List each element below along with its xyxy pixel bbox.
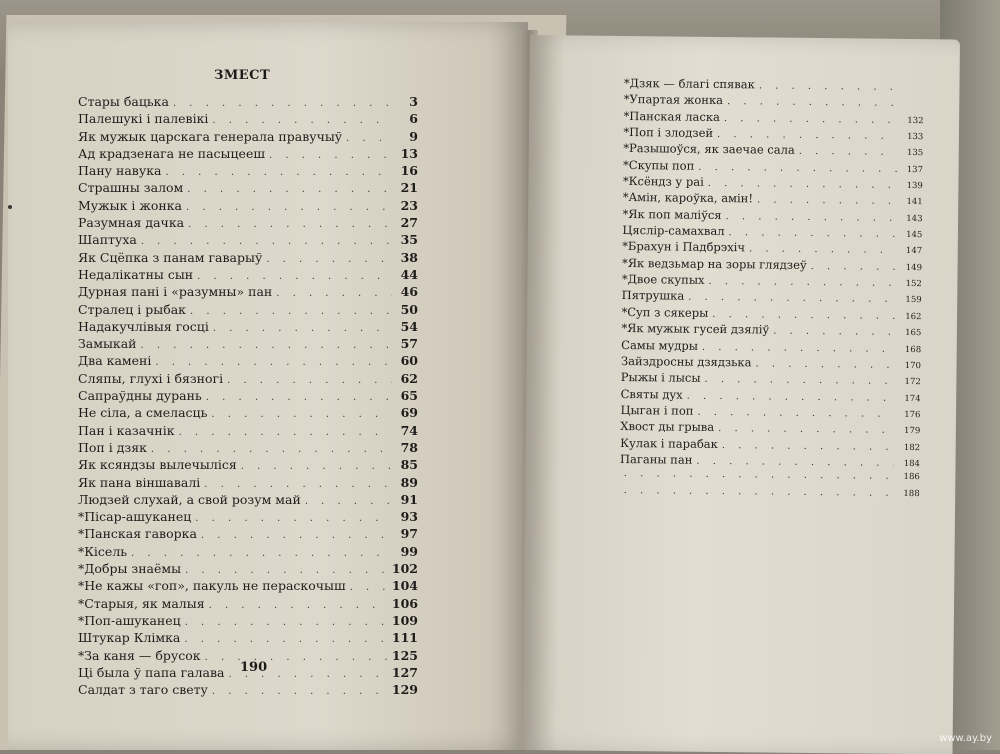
leader-dots (211, 409, 392, 420)
toc-entry (78, 578, 418, 595)
toc-entry-page: 162 (899, 312, 921, 322)
toc-entry (78, 630, 418, 647)
toc-entry-title: Салдат з таго свету (78, 682, 208, 697)
toc-entry-title: Сляпы, глухі і бязногі (78, 371, 223, 386)
toc-entry-title: Замыкай (78, 336, 137, 351)
leader-dots (799, 146, 898, 158)
toc-entry-title: *Дзяк — благі спявак (624, 76, 755, 91)
toc-entry-title: Разумная дачка (78, 215, 184, 230)
toc-entry-page: 109 (392, 613, 418, 628)
toc-entry-page: 186 (898, 472, 920, 482)
leader-dots (717, 129, 897, 142)
toc-entry-title: Кулак і парабак (620, 436, 718, 451)
toc-entry-title: Як мужык царскага генерала правучыў (78, 129, 342, 144)
toc-entry-title: *Скупы поп (623, 158, 694, 173)
toc-entry-title: *Разышоўся, як заечае сала (623, 141, 795, 157)
leader-dots (186, 202, 392, 213)
toc-entry-page: 139 (901, 181, 923, 191)
toc-entry-page: 3 (396, 94, 418, 109)
leader-dots (624, 485, 894, 499)
toc-entry-page: 170 (899, 361, 921, 371)
toc-entry-page: 99 (396, 544, 418, 559)
toc-entry-title: Два камені (78, 353, 151, 368)
toc-entry (78, 129, 418, 146)
toc-entry-page: 62 (396, 371, 418, 386)
toc-entry (78, 613, 418, 630)
toc-entry-page: 57 (396, 336, 418, 351)
leader-dots (190, 306, 392, 317)
toc-entry-page: 69 (396, 405, 418, 420)
toc-entry-title: Пятрушка (622, 288, 685, 303)
toc-entry-title: *Панская гаворка (78, 526, 197, 541)
toc-entry (78, 492, 418, 509)
toc-entry (78, 250, 418, 267)
toc-entry-title: Дурная пані і «разумны» пан (78, 284, 272, 299)
toc-entry-page: 172 (899, 377, 921, 387)
leader-dots (204, 479, 392, 490)
toc-entry (78, 526, 418, 543)
toc-entry-title: Як пана віншавалі (78, 475, 200, 490)
toc-entry-title: Ад крадзенага не пасыцееш (78, 146, 265, 161)
toc-entry (78, 111, 418, 128)
toc-title: ЗМЕСТ (214, 68, 270, 83)
leader-dots (350, 582, 388, 593)
toc-entry-title: Ці была ў папа галава (78, 665, 224, 680)
toc-entry-page: 152 (900, 279, 922, 289)
toc-entry-page: 147 (900, 246, 922, 256)
leader-dots (708, 276, 895, 289)
toc-entry-title: *Панская ласка (624, 109, 720, 124)
toc-entry (78, 509, 418, 526)
toc-left-column (78, 94, 418, 699)
leader-dots (773, 326, 895, 338)
toc-entry-page: 182 (898, 442, 920, 452)
toc-entry-title: Паганы пан (620, 452, 693, 467)
toc-entry (78, 267, 418, 284)
toc-entry-title: Цыган і поп (620, 403, 693, 418)
toc-entry (78, 198, 418, 215)
toc-entry-title: Святы дух (621, 387, 683, 402)
toc-entry-page: 188 (898, 488, 920, 498)
toc-entry (78, 180, 418, 197)
toc-entry-title: Цяслір-самахвал (622, 223, 724, 238)
toc-entry-title: Штукар Клімка (78, 630, 180, 645)
toc-entry-page: 137 (901, 165, 923, 175)
toc-entry (78, 284, 418, 301)
leader-dots (213, 323, 392, 334)
leader-dots (206, 392, 392, 403)
leader-dots (696, 456, 894, 469)
toc-entry-page: 60 (396, 353, 418, 368)
toc-entry-page: 184 (898, 459, 920, 469)
toc-entry-page: 44 (396, 267, 418, 282)
leader-dots (209, 600, 388, 611)
leader-dots (179, 427, 392, 438)
leader-dots (266, 254, 392, 265)
leader-dots (212, 686, 388, 697)
toc-entry (78, 440, 418, 457)
toc-entry-page: 23 (396, 198, 418, 213)
toc-entry-title: *Старыя, як малыя (78, 596, 205, 611)
toc-entry (78, 319, 418, 336)
toc-entry-page: 38 (396, 250, 418, 265)
toc-entry-title: *Поп і злодзей (623, 125, 713, 140)
toc-entry-title: *Ксёндз у раі (623, 174, 704, 189)
toc-entry-page: 78 (396, 440, 418, 455)
toc-entry (78, 94, 418, 111)
toc-entry-page: 35 (396, 232, 418, 247)
toc-entry-title: Мужык і жонка (78, 198, 182, 213)
toc-entry-title: Як ксяндзы вылечыліся (78, 457, 237, 472)
toc-entry (78, 336, 418, 353)
leader-dots (712, 309, 895, 322)
watermark: www.ay.by (939, 733, 992, 744)
toc-entry-title: *Поп-ашуканец (78, 613, 181, 628)
toc-entry-title: Недалікатны сын (78, 267, 193, 282)
toc-entry-page: 168 (899, 344, 921, 354)
leader-dots (305, 496, 392, 507)
leader-dots (165, 167, 392, 178)
toc-entry-title: *Як мужык гусей дзяліў (621, 321, 769, 337)
toc-entry-title: Рыжы і лысы (621, 370, 701, 385)
toc-entry-title: *Двое скупых (622, 272, 705, 287)
leader-dots (197, 271, 392, 282)
toc-entry-page: 133 (901, 132, 923, 142)
toc-entry-page: 125 (392, 648, 418, 663)
toc-entry-title: Стары бацька (78, 94, 169, 109)
toc-entry-title: Сапраўдны дурань (78, 388, 202, 403)
toc-entry-title: Надакучлівыя госці (78, 319, 209, 334)
leader-dots (698, 162, 897, 175)
toc-entry-page: 65 (396, 388, 418, 403)
leader-dots (718, 423, 894, 436)
toc-entry-page: 85 (396, 457, 418, 472)
leader-dots (141, 340, 392, 351)
toc-entry-page: 176 (898, 410, 920, 420)
toc-entry (78, 388, 418, 405)
toc-entry-page: 93 (396, 509, 418, 524)
toc-entry-page: 6 (396, 111, 418, 126)
toc-entry (78, 457, 418, 474)
leader-dots (708, 178, 897, 191)
toc-entry-title: *Кісель (78, 544, 127, 559)
toc-entry-title: Страшны залом (78, 180, 183, 195)
toc-entry-title: Людзей слухай, а свой розум май (78, 492, 301, 507)
leader-dots (728, 227, 896, 240)
leader-dots (173, 98, 392, 109)
toc-entry-page: 149 (900, 263, 922, 273)
leader-dots (726, 211, 897, 224)
toc-entry-title: *Добры знаёмы (78, 561, 181, 576)
leader-dots (702, 341, 895, 354)
toc-entry (78, 302, 418, 319)
toc-right-column (620, 76, 924, 504)
toc-entry-page: 50 (396, 302, 418, 317)
toc-entry-page: 16 (396, 163, 418, 178)
leader-dots (727, 96, 898, 109)
leader-dots (724, 113, 898, 126)
toc-entry-page: 74 (396, 423, 418, 438)
toc-entry-title: Стралец і рыбак (78, 302, 186, 317)
toc-entry (78, 475, 418, 492)
toc-entry-title: *Пісар-ашуканец (78, 509, 191, 524)
toc-entry-page: 141 (901, 197, 923, 207)
leader-dots (212, 115, 392, 126)
leader-dots (687, 390, 895, 403)
toc-entry-page: 111 (392, 630, 418, 645)
toc-entry-page: 104 (392, 578, 418, 593)
toc-entry-page: 159 (900, 295, 922, 305)
toc-entry-title: *За каня — брусок (78, 648, 201, 663)
toc-entry-page: 143 (900, 214, 922, 224)
toc-entry (78, 423, 418, 440)
toc-entry-title: *Суп з сякеры (621, 305, 708, 320)
toc-entry-title: Шаптуха (78, 232, 137, 247)
toc-entry-title: Не сіла, а смеласць (78, 405, 207, 420)
toc-entry-title: *Амін, кароўка, амін! (623, 190, 753, 205)
leader-dots (759, 80, 898, 92)
toc-entry-page: 129 (392, 682, 418, 697)
leader-dots (704, 374, 894, 387)
leader-dots (151, 444, 392, 455)
toc-entry-title: *Як ведзьмар на зоры глядзеў (622, 256, 807, 272)
leader-dots (185, 617, 388, 628)
toc-entry-page: 127 (392, 665, 418, 680)
leader-dots (722, 440, 894, 453)
leader-dots (187, 184, 392, 195)
toc-entry (78, 353, 418, 370)
toc-entry-page: 179 (898, 426, 920, 436)
toc-entry-title: Пан і казачнік (78, 423, 175, 438)
leader-dots (697, 407, 894, 420)
toc-entry-title: *Як поп маліўся (622, 207, 721, 222)
leader-dots (749, 244, 896, 257)
leader-dots (195, 513, 392, 524)
leader-dots (269, 150, 392, 161)
leader-dots (688, 292, 896, 305)
leader-dots (624, 468, 894, 482)
page-mark (8, 205, 12, 209)
toc-entry-page: 165 (899, 328, 921, 338)
toc-entry-title: Палешукі і палевікі (78, 111, 208, 126)
toc-entry-title: *Упартая жонка (624, 92, 723, 107)
toc-entry (78, 146, 418, 163)
page-number: 190 (240, 660, 267, 675)
toc-entry-page: 132 (901, 116, 923, 126)
toc-entry-page: 91 (396, 492, 418, 507)
leader-dots (155, 357, 392, 368)
toc-entry-page: 135 (901, 148, 923, 158)
leader-dots (141, 236, 392, 247)
toc-entry-page: 106 (392, 596, 418, 611)
leader-dots (755, 358, 895, 370)
toc-entry-page: 145 (900, 230, 922, 240)
toc-entry-page: 27 (396, 215, 418, 230)
leader-dots (201, 530, 392, 541)
toc-entry (78, 596, 418, 613)
toc-entry (78, 163, 418, 180)
toc-entry-page: 13 (396, 146, 418, 161)
leader-dots (188, 219, 392, 230)
leader-dots (757, 195, 897, 207)
toc-entry (78, 232, 418, 249)
toc-entry-page: 89 (396, 475, 418, 490)
toc-entry (78, 682, 418, 699)
leader-dots (184, 634, 388, 645)
leader-dots (185, 565, 388, 576)
toc-entry-title: *Брахун і Падбрэхіч (622, 239, 745, 254)
leader-dots (205, 652, 388, 663)
leader-dots (276, 288, 392, 299)
toc-entry-title: Зайздросны дзядзька (621, 354, 752, 369)
toc-entry (620, 485, 920, 504)
toc-entry-title: Поп і дзяк (78, 440, 147, 455)
toc-entry (78, 405, 418, 422)
toc-entry (78, 371, 418, 388)
leader-dots (346, 133, 392, 144)
toc-entry-page: 174 (899, 393, 921, 403)
toc-entry (78, 215, 418, 232)
toc-entry-title: *Не кажы «гоп», пакуль не пераскочыш (78, 578, 346, 593)
toc-entry (78, 544, 418, 561)
leader-dots (227, 375, 392, 386)
toc-entry-page: 54 (396, 319, 418, 334)
toc-entry-page: 102 (392, 561, 418, 576)
toc-entry-title: Пану навука (78, 163, 161, 178)
toc-entry-page: 9 (396, 129, 418, 144)
toc-entry-title: Хвост ды грыва (620, 419, 714, 434)
toc-entry-title: Як Сцёпка з панам гаварыў (78, 250, 262, 265)
toc-entry (78, 561, 418, 578)
leader-dots (811, 261, 896, 273)
toc-entry-page: 21 (396, 180, 418, 195)
toc-entry-title: Самы мудры (621, 337, 698, 352)
toc-entry-page: 46 (396, 284, 418, 299)
leader-dots (241, 461, 392, 472)
toc-entry-page: 97 (396, 526, 418, 541)
leader-dots (131, 548, 392, 559)
